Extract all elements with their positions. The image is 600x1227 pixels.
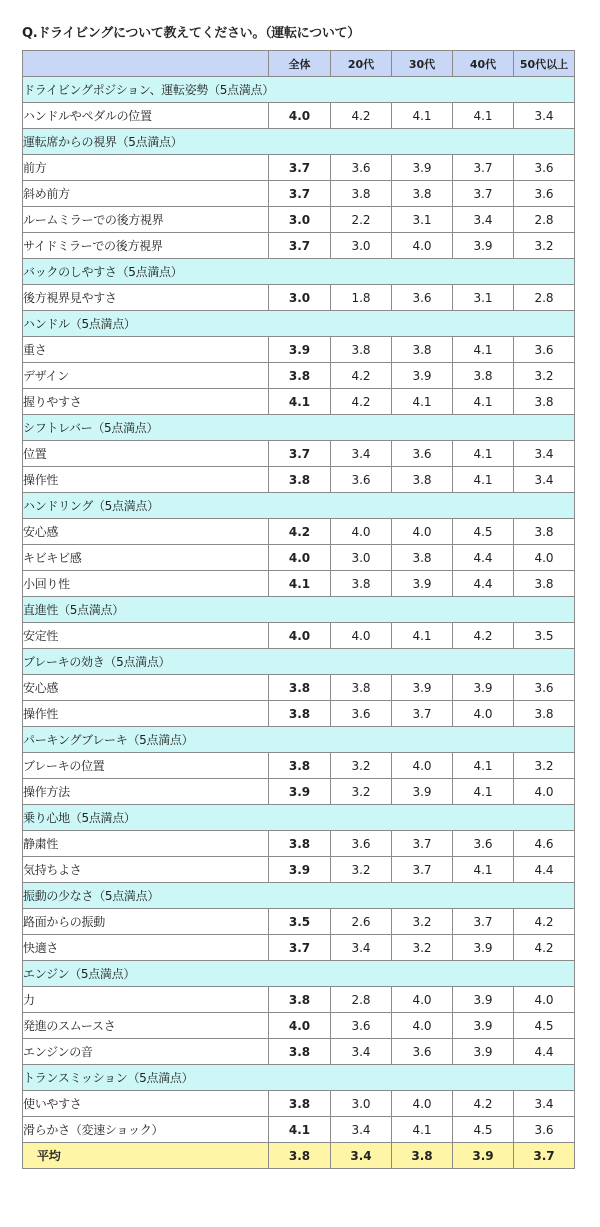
item-label: 快適さ [23, 935, 269, 961]
age-score: 4.2 [331, 363, 392, 389]
overall-score: 3.8 [269, 1039, 331, 1065]
overall-score: 3.7 [269, 181, 331, 207]
age-score: 3.9 [392, 675, 453, 701]
age-score: 2.8 [331, 987, 392, 1013]
overall-score: 3.8 [269, 675, 331, 701]
table-row [23, 103, 575, 129]
age-score: 4.1 [392, 1117, 453, 1143]
age-score: 4.1 [392, 623, 453, 649]
age-score: 4.2 [514, 909, 575, 935]
age-score: 4.0 [514, 545, 575, 571]
header-40s: 40代 [453, 51, 514, 77]
item-label: ブレーキの位置 [23, 753, 269, 779]
overall-score: 3.8 [269, 753, 331, 779]
age-score: 4.1 [453, 103, 514, 129]
item-label: 力 [23, 987, 269, 1013]
age-score: 2.8 [514, 207, 575, 233]
age-score: 4.1 [453, 441, 514, 467]
age-score: 4.4 [453, 545, 514, 571]
overall-score: 3.8 [269, 701, 331, 727]
age-score: 4.2 [453, 623, 514, 649]
age-score: 3.9 [453, 935, 514, 961]
age-score: 3.7 [392, 701, 453, 727]
age-score: 3.6 [514, 675, 575, 701]
category-row [23, 129, 575, 155]
item-label: ルームミラーでの後方視界 [23, 207, 269, 233]
age-score: 3.7 [453, 155, 514, 181]
age-score: 3.7 [453, 181, 514, 207]
age-score: 4.0 [392, 1091, 453, 1117]
age-score: 4.0 [453, 701, 514, 727]
age-score: 4.5 [453, 1117, 514, 1143]
age-score: 3.4 [514, 467, 575, 493]
category-label: トランスミッション（5点満点） [23, 1065, 575, 1091]
age-score: 3.9 [453, 987, 514, 1013]
age-score: 3.1 [453, 285, 514, 311]
category-label: ドライビングポジション、運転姿勢（5点満点） [23, 77, 575, 103]
table-row [23, 987, 575, 1013]
overall-score: 3.7 [269, 233, 331, 259]
table-row [23, 155, 575, 181]
age-score: 3.2 [514, 363, 575, 389]
overall-score: 4.0 [269, 545, 331, 571]
age-score: 3.0 [331, 545, 392, 571]
overall-score: 3.8 [269, 467, 331, 493]
overall-score: 3.7 [269, 935, 331, 961]
category-label: パーキングブレーキ（5点満点） [23, 727, 575, 753]
table-row [23, 571, 575, 597]
page-title: Q.ドライビングについて教えてください。（運転について） [22, 26, 360, 41]
table-row [23, 519, 575, 545]
age-score: 3.2 [514, 233, 575, 259]
age-score: 1.8 [331, 285, 392, 311]
overall-score: 4.0 [269, 103, 331, 129]
age-score: 4.1 [453, 389, 514, 415]
category-label: 振動の少なさ（5点満点） [23, 883, 575, 909]
age-score: 3.4 [331, 935, 392, 961]
category-row [23, 493, 575, 519]
age-score: 4.0 [514, 779, 575, 805]
category-label: バックのしやすさ（5点満点） [23, 259, 575, 285]
age-score: 3.9 [453, 1013, 514, 1039]
age-score: 3.6 [331, 701, 392, 727]
header-50s-plus: 50代以上 [514, 51, 575, 77]
average-score: 3.8 [392, 1143, 453, 1169]
age-score: 3.8 [514, 701, 575, 727]
table-row [23, 675, 575, 701]
age-score: 3.5 [514, 623, 575, 649]
item-label: エンジンの音 [23, 1039, 269, 1065]
table-row [23, 233, 575, 259]
average-label: 平均 [23, 1143, 269, 1169]
item-label: 滑らかさ（変速ショック） [23, 1117, 269, 1143]
age-score: 4.0 [392, 233, 453, 259]
overall-score: 3.7 [269, 441, 331, 467]
age-score: 4.5 [514, 1013, 575, 1039]
item-label: サイドミラーでの後方視界 [23, 233, 269, 259]
age-score: 4.0 [514, 987, 575, 1013]
overall-score: 4.1 [269, 1117, 331, 1143]
age-score: 3.9 [453, 675, 514, 701]
age-score: 3.8 [331, 571, 392, 597]
table-row [23, 623, 575, 649]
age-score: 3.2 [331, 779, 392, 805]
age-score: 3.4 [453, 207, 514, 233]
category-label: エンジン（5点満点） [23, 961, 575, 987]
item-label: デザイン [23, 363, 269, 389]
overall-score: 3.8 [269, 363, 331, 389]
overall-score: 3.9 [269, 857, 331, 883]
age-score: 2.6 [331, 909, 392, 935]
age-score: 4.4 [514, 1039, 575, 1065]
age-score: 3.6 [453, 831, 514, 857]
overall-score: 4.2 [269, 519, 331, 545]
category-label: 直進性（5点満点） [23, 597, 575, 623]
overall-score: 3.9 [269, 779, 331, 805]
age-score: 4.6 [514, 831, 575, 857]
age-score: 3.8 [514, 389, 575, 415]
category-label: ブレーキの効き（5点満点） [23, 649, 575, 675]
age-score: 4.0 [331, 519, 392, 545]
age-score: 3.6 [331, 831, 392, 857]
header-row [23, 51, 575, 77]
age-score: 3.0 [331, 1091, 392, 1117]
item-label: 斜め前方 [23, 181, 269, 207]
category-row [23, 77, 575, 103]
overall-score: 3.5 [269, 909, 331, 935]
age-score: 4.2 [453, 1091, 514, 1117]
age-score: 2.8 [514, 285, 575, 311]
category-row [23, 961, 575, 987]
rating-table [22, 50, 575, 1169]
age-score: 3.9 [392, 779, 453, 805]
overall-score: 3.8 [269, 831, 331, 857]
age-score: 4.1 [453, 337, 514, 363]
age-score: 4.0 [392, 753, 453, 779]
table-body [23, 77, 575, 1169]
overall-score: 4.1 [269, 389, 331, 415]
table-row [23, 857, 575, 883]
table-row [23, 545, 575, 571]
age-score: 3.6 [331, 155, 392, 181]
item-label: 後方視界見やすさ [23, 285, 269, 311]
age-score: 3.2 [514, 753, 575, 779]
age-score: 3.4 [331, 441, 392, 467]
age-score: 4.2 [514, 935, 575, 961]
age-score: 3.8 [392, 467, 453, 493]
item-label: ハンドルやペダルの位置 [23, 103, 269, 129]
category-row [23, 259, 575, 285]
category-row [23, 883, 575, 909]
age-score: 4.0 [392, 987, 453, 1013]
age-score: 3.2 [392, 909, 453, 935]
overall-score: 3.0 [269, 207, 331, 233]
item-label: 使いやすさ [23, 1091, 269, 1117]
age-score: 3.7 [392, 831, 453, 857]
category-row [23, 1065, 575, 1091]
category-label: 運転席からの視界（5点満点） [23, 129, 575, 155]
item-label: 位置 [23, 441, 269, 467]
overall-score: 3.8 [269, 987, 331, 1013]
age-score: 2.2 [331, 207, 392, 233]
age-score: 3.6 [514, 155, 575, 181]
age-score: 3.8 [514, 519, 575, 545]
item-label: 安心感 [23, 519, 269, 545]
item-label: 気持ちよさ [23, 857, 269, 883]
category-row [23, 805, 575, 831]
age-score: 3.8 [331, 337, 392, 363]
header-overall: 全体 [269, 51, 331, 77]
table-row [23, 467, 575, 493]
average-row [23, 1143, 575, 1169]
age-score: 4.4 [514, 857, 575, 883]
age-score: 4.0 [331, 623, 392, 649]
header-20s: 20代 [331, 51, 392, 77]
age-score: 3.6 [392, 441, 453, 467]
category-label: ハンドル（5点満点） [23, 311, 575, 337]
item-label: 握りやすさ [23, 389, 269, 415]
table-row [23, 1013, 575, 1039]
overall-score: 4.1 [269, 571, 331, 597]
age-score: 3.9 [453, 233, 514, 259]
age-score: 3.4 [514, 1091, 575, 1117]
item-label: 小回り性 [23, 571, 269, 597]
table-row [23, 363, 575, 389]
age-score: 4.1 [392, 389, 453, 415]
item-label: 前方 [23, 155, 269, 181]
overall-score: 3.9 [269, 337, 331, 363]
table-row [23, 389, 575, 415]
age-score: 4.5 [453, 519, 514, 545]
average-score: 3.8 [269, 1143, 331, 1169]
age-score: 3.8 [392, 337, 453, 363]
table-row [23, 1117, 575, 1143]
table-row [23, 831, 575, 857]
overall-score: 3.8 [269, 1091, 331, 1117]
age-score: 4.2 [331, 389, 392, 415]
category-label: シフトレバー（5点満点） [23, 415, 575, 441]
age-score: 3.6 [392, 1039, 453, 1065]
age-score: 3.7 [392, 857, 453, 883]
header-item [23, 51, 269, 77]
item-label: 路面からの振動 [23, 909, 269, 935]
age-score: 4.1 [453, 779, 514, 805]
age-score: 4.0 [392, 1013, 453, 1039]
item-label: 操作方法 [23, 779, 269, 805]
item-label: 安心感 [23, 675, 269, 701]
age-score: 4.1 [453, 467, 514, 493]
table-row [23, 181, 575, 207]
age-score: 3.2 [331, 857, 392, 883]
item-label: 安定性 [23, 623, 269, 649]
category-label: ハンドリング（5点満点） [23, 493, 575, 519]
age-score: 3.8 [331, 181, 392, 207]
item-label: 操作性 [23, 467, 269, 493]
table-row [23, 1091, 575, 1117]
average-score: 3.9 [453, 1143, 514, 1169]
age-score: 3.4 [331, 1039, 392, 1065]
table-row [23, 701, 575, 727]
age-score: 3.8 [392, 181, 453, 207]
table-row [23, 337, 575, 363]
age-score: 3.6 [392, 285, 453, 311]
item-label: キビキビ感 [23, 545, 269, 571]
age-score: 3.9 [392, 363, 453, 389]
age-score: 3.6 [514, 1117, 575, 1143]
age-score: 3.6 [514, 337, 575, 363]
overall-score: 3.7 [269, 155, 331, 181]
category-row [23, 649, 575, 675]
age-score: 3.7 [453, 909, 514, 935]
age-score: 3.0 [331, 233, 392, 259]
age-score: 4.2 [331, 103, 392, 129]
table-row [23, 207, 575, 233]
age-score: 3.1 [392, 207, 453, 233]
age-score: 3.4 [331, 1117, 392, 1143]
category-row [23, 727, 575, 753]
age-score: 3.9 [392, 571, 453, 597]
table-row [23, 909, 575, 935]
table-row [23, 1039, 575, 1065]
age-score: 4.0 [392, 519, 453, 545]
item-label: 操作性 [23, 701, 269, 727]
table-row [23, 935, 575, 961]
age-score: 3.8 [453, 363, 514, 389]
age-score: 4.4 [453, 571, 514, 597]
age-score: 4.1 [392, 103, 453, 129]
overall-score: 4.0 [269, 623, 331, 649]
average-score: 3.7 [514, 1143, 575, 1169]
age-score: 4.1 [453, 857, 514, 883]
category-row [23, 311, 575, 337]
header-30s: 30代 [392, 51, 453, 77]
age-score: 3.6 [331, 467, 392, 493]
category-row [23, 415, 575, 441]
item-label: 重さ [23, 337, 269, 363]
age-score: 3.6 [331, 1013, 392, 1039]
age-score: 4.1 [453, 753, 514, 779]
age-score: 3.2 [331, 753, 392, 779]
table-row [23, 441, 575, 467]
age-score: 3.4 [514, 103, 575, 129]
table-row [23, 285, 575, 311]
overall-score: 4.0 [269, 1013, 331, 1039]
overall-score: 3.0 [269, 285, 331, 311]
age-score: 3.8 [331, 675, 392, 701]
age-score: 3.4 [514, 441, 575, 467]
average-score: 3.4 [331, 1143, 392, 1169]
age-score: 3.6 [514, 181, 575, 207]
age-score: 3.8 [514, 571, 575, 597]
age-score: 3.2 [392, 935, 453, 961]
age-score: 3.9 [392, 155, 453, 181]
age-score: 3.9 [453, 1039, 514, 1065]
item-label: 静粛性 [23, 831, 269, 857]
age-score: 3.8 [392, 545, 453, 571]
category-label: 乗り心地（5点満点） [23, 805, 575, 831]
table-row [23, 779, 575, 805]
table-row [23, 753, 575, 779]
category-row [23, 597, 575, 623]
item-label: 発進のスムースさ [23, 1013, 269, 1039]
